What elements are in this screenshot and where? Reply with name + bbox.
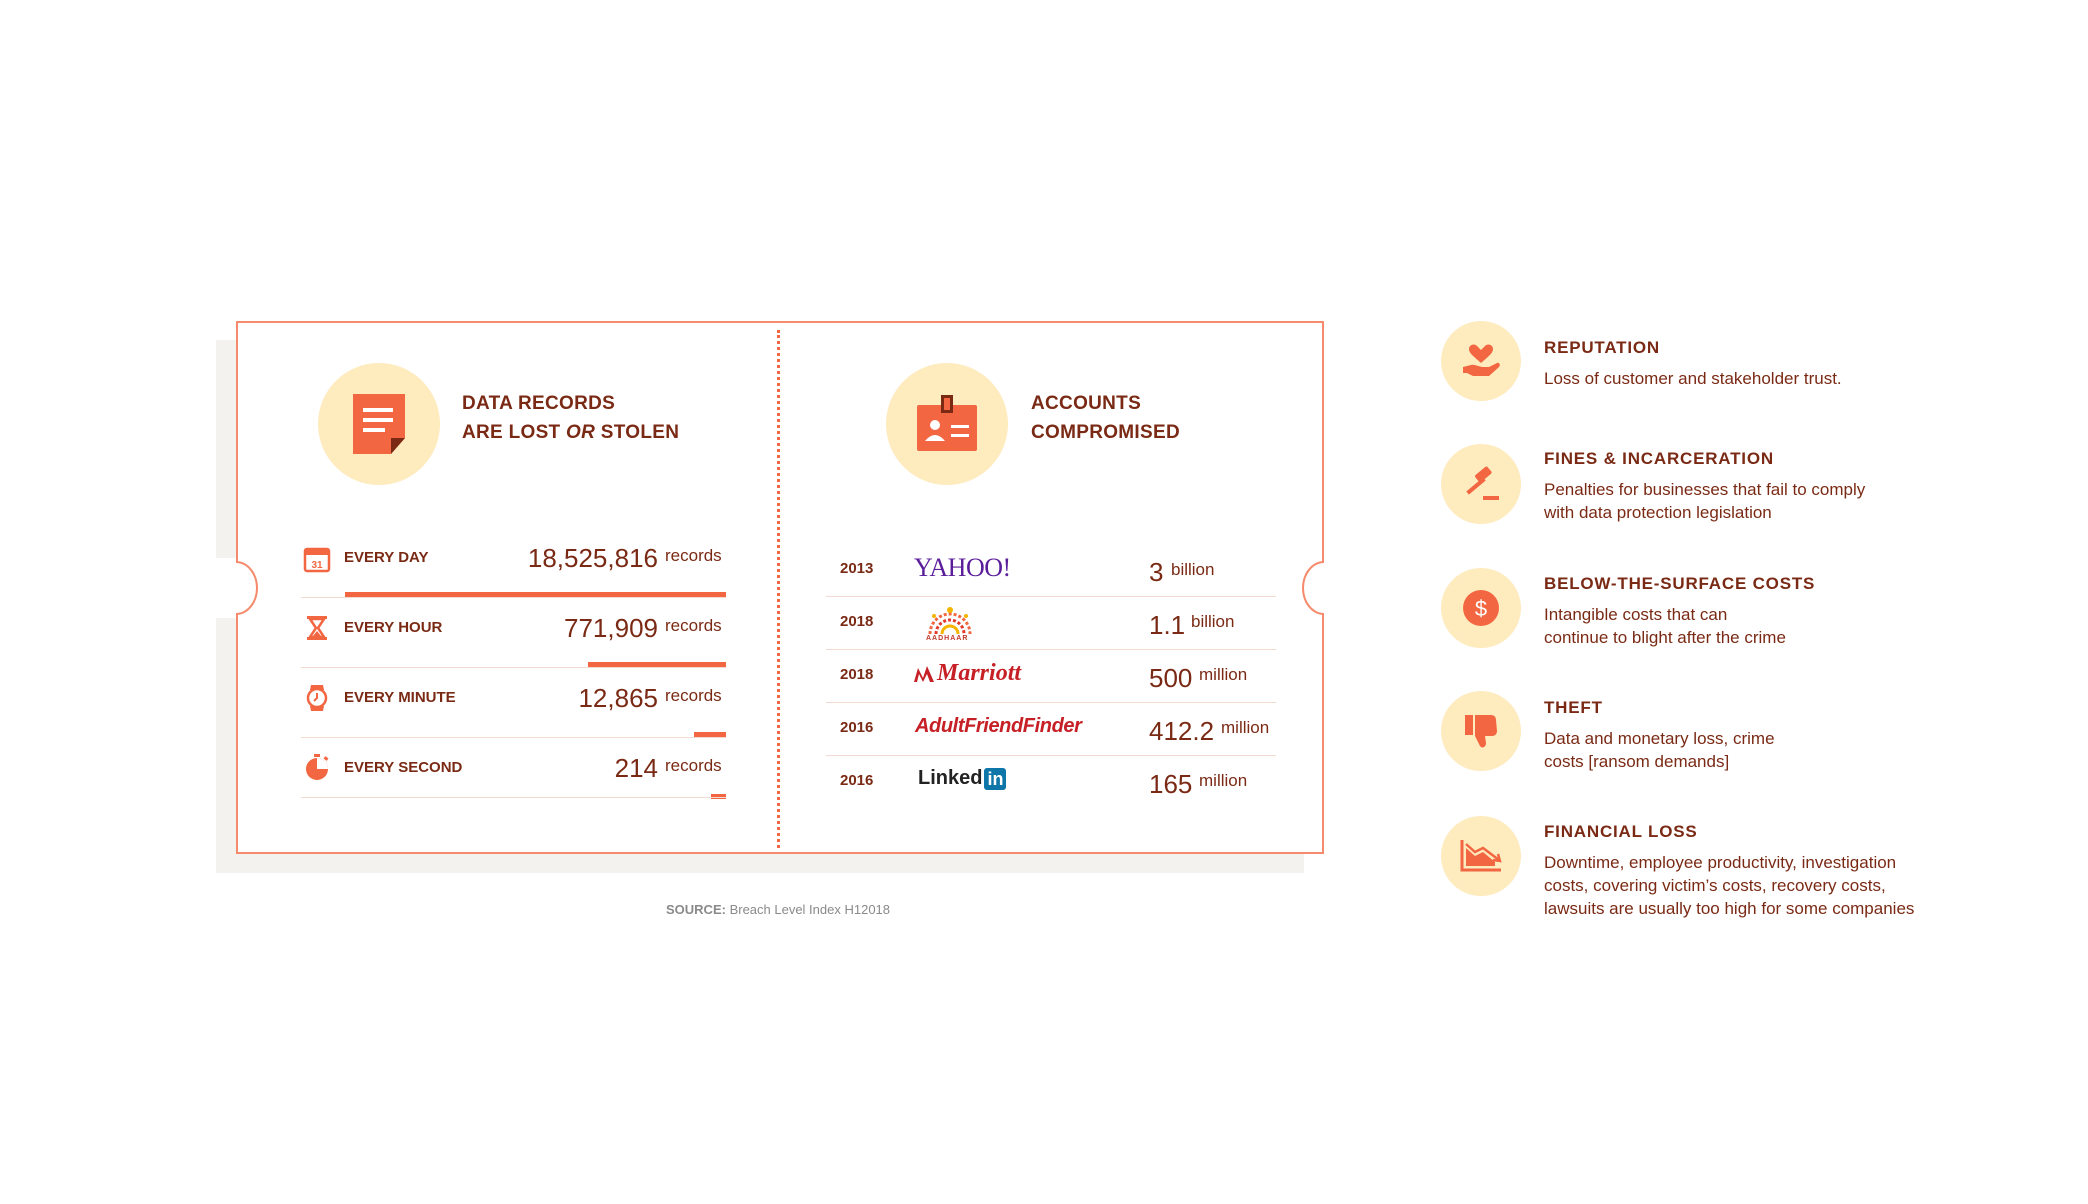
accounts-unit: billion xyxy=(1191,612,1235,631)
accounts-value: 412.2 xyxy=(1149,716,1215,746)
row-label: EVERY MINUTE xyxy=(344,689,456,706)
row-unit: records xyxy=(665,756,722,775)
accounts-value: 1.1 xyxy=(1149,610,1186,640)
row-unit: records xyxy=(665,686,722,705)
svg-text:$: $ xyxy=(1474,596,1488,621)
year: 2016 xyxy=(840,719,874,736)
year: 2018 xyxy=(840,613,874,630)
accounts-unit: billion xyxy=(1171,560,1215,579)
dotted-divider xyxy=(777,330,780,848)
source-note: SOURCE: Breach Level Index H12018 xyxy=(666,902,891,917)
yahoo-logo: YAHOO! xyxy=(914,553,1011,582)
gavel-icon xyxy=(1441,444,1521,524)
accounts-value: 165 xyxy=(1149,769,1193,799)
accounts-value: 3 xyxy=(1149,557,1164,587)
category-title: THEFT xyxy=(1544,698,1603,717)
year: 2018 xyxy=(840,666,874,683)
document-icon xyxy=(318,363,440,485)
accounts-unit: million xyxy=(1221,718,1270,737)
dollar-coin-icon xyxy=(1441,568,1521,648)
thumbs-down-icon xyxy=(1441,691,1521,771)
row-label: EVERY DAY xyxy=(344,549,429,566)
id-badge-icon xyxy=(886,363,1008,485)
category-title: BELOW-THE-SURFACE COSTS xyxy=(1544,574,1816,593)
category-title: FINES & INCARCERATION xyxy=(1544,449,1774,468)
hourglass-icon xyxy=(303,614,331,642)
aadhaar-logo: AADHAAR xyxy=(920,604,980,644)
accounts-unit: million xyxy=(1199,665,1248,684)
stopwatch-icon xyxy=(303,754,331,782)
accounts-title: ACCOUNTS COMPROMISED xyxy=(1031,393,1180,443)
adultfriendfinder-logo: AdultFriendFinder xyxy=(915,715,1082,737)
watch-icon xyxy=(303,684,331,712)
year: 2013 xyxy=(840,560,874,577)
category-description: Downtime, employee productivity, investigation costs, covering victim’s costs, recovery costs, lawsuits are usually too high for some companies xyxy=(1544,853,1915,918)
category-description: Data and monetary loss, crime costs [ransom demands] xyxy=(1544,729,1775,771)
accounts-value: 500 xyxy=(1149,663,1193,693)
row-value: 18,525,816 xyxy=(527,543,658,573)
category-title: REPUTATION xyxy=(1544,338,1660,357)
category-description: Penalties for businesses that fail to comply with data protection legislation xyxy=(1544,480,1866,522)
category-description: Loss of customer and stakeholder trust. xyxy=(1544,369,1842,388)
year: 2016 xyxy=(840,772,874,789)
linkedin-logo: Linked in xyxy=(918,767,1006,790)
row-label: EVERY SECOND xyxy=(344,759,463,776)
category-title: FINANCIAL LOSS xyxy=(1544,822,1698,841)
row-unit: records xyxy=(665,546,722,565)
row-unit: records xyxy=(665,616,722,635)
row-value: 214 xyxy=(614,753,658,783)
category-description: Intangible costs that can continue to blight after the crime xyxy=(1544,605,1786,647)
row-label: EVERY HOUR xyxy=(344,619,443,636)
records-title: DATA RECORDS ARE LOST OR STOLEN xyxy=(462,393,680,443)
accounts-unit: million xyxy=(1199,771,1248,790)
calendar-icon xyxy=(303,545,331,573)
row-value: 12,865 xyxy=(578,683,658,713)
heart-hand-icon xyxy=(1441,321,1521,401)
marriott-logo: Marriott xyxy=(913,660,1021,687)
declining-chart-icon xyxy=(1441,816,1521,896)
svg-text:31: 31 xyxy=(311,560,323,571)
row-value: 771,909 xyxy=(564,613,658,643)
